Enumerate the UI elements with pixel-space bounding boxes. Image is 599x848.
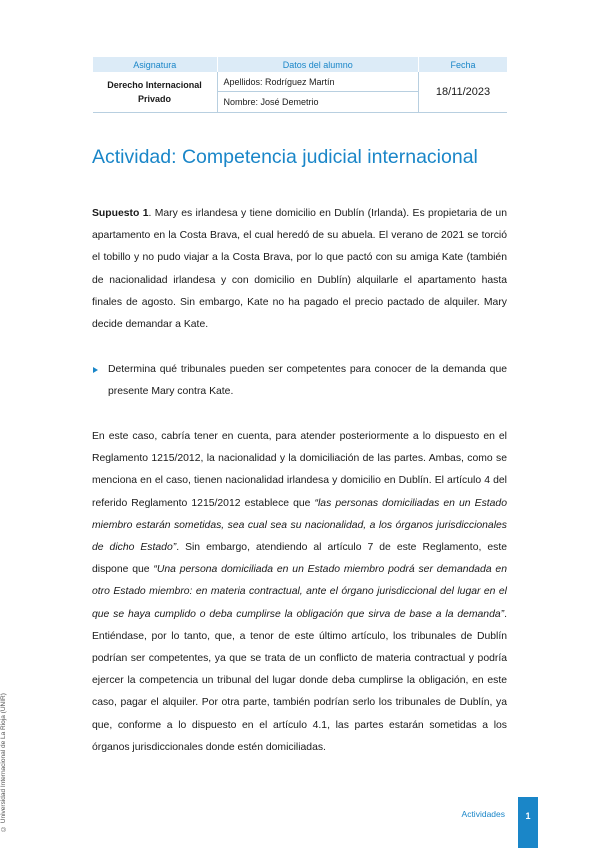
answer-text-2: . Sin embargo, atendiendo al artículo 7 de este Reglamento, este dispone que xyxy=(92,542,507,576)
header-col-student: Datos del alumno xyxy=(217,57,419,72)
case-label: Supuesto 1 xyxy=(92,208,149,219)
answer-quote-1: “las personas domiciliadas en un Estado miembro estarán sometidas, sea cual sea su nacionalidad, a los órganos jurisdiccionales de dicho Estado” xyxy=(92,497,507,554)
answer-text-3: . Entiéndase, por lo tanto, que, a tenor de este último artículo, los tribunales de Dublín podrían ser competentes, ya que se trata de un conflicto de materia contractual y podría ejercer la competencia un tribunal del lugar donde deba cumplirse la obligación, en este caso, pagar el alquiler. Por otra parte, también podrían serlo los tribunales de Dublín, ya que, conforme a lo dispuesto en el artículo 4.1, las partes estarán sometidas a los órganos jurisdiccionales donde estén domiciliadas. xyxy=(92,608,507,753)
question-item xyxy=(92,359,507,403)
header-table xyxy=(92,57,507,113)
case-paragraph xyxy=(92,203,507,336)
page-title: Actividad: Competencia judicial internacional xyxy=(92,146,478,168)
answer-text-1: En este caso, cabría tener en cuenta, para atender posteriormente a lo dispuesto en el Reglamento 1215/2012, la nacionalidad y la domiciliación de las partes. Ambas, como se menciona en el caso, tienen nacionalidad irlandesa y domicilio en Dublín. El artículo 4 del referido Reglamento 1215/2012 establece que xyxy=(92,431,507,509)
answer-paragraph xyxy=(92,426,507,759)
question-text: Determina qué tribunales pueden ser competentes para conocer de la demanda que presente Mary contra Kate. xyxy=(108,364,507,398)
header-col-subject: Asignatura xyxy=(93,57,218,72)
date-value: 18/11/2023 xyxy=(419,72,508,113)
page-number: 1 xyxy=(518,797,538,848)
answer-quote-2: “Una persona domiciliada en un Estado miembro podrá ser demandada en otro Estado miembro: en materia contractual, ante el órgano jurisdiccional del lugar en el que se haya cumplido o deba cumplirse la obligación que sirva de base a la demanda” xyxy=(92,564,507,620)
surname-value: Apellidos: Rodríguez Martín xyxy=(217,72,419,92)
triangle-bullet-icon xyxy=(93,367,98,373)
header-col-date: Fecha xyxy=(419,57,508,72)
footer-label: Actividades xyxy=(461,809,505,819)
case-text: . Mary es irlandesa y tiene domicilio en Dublín (Irlanda). Es propietaria de un apartamento en la Costa Brava, el cual heredó de su abuela. El verano de 2021 se torció el tobillo y no pudo viajar a la Costa Brava, por lo que pactó con su amiga Kate (también de nacionalidad irlandesa y con domicilio en Dublín) alquilarle el apartamento hasta finales de agosto. Sin embargo, Kate no ha pagado el precio pactado de alquiler. Mary decide demandar a Kate. xyxy=(92,208,507,331)
subject-value: Derecho Internacional Privado xyxy=(93,72,218,113)
name-value: Nombre: José Demetrio xyxy=(217,92,419,113)
copyright-notice: © Universidad Internacional de La Rioja (UNIR) xyxy=(0,693,7,832)
